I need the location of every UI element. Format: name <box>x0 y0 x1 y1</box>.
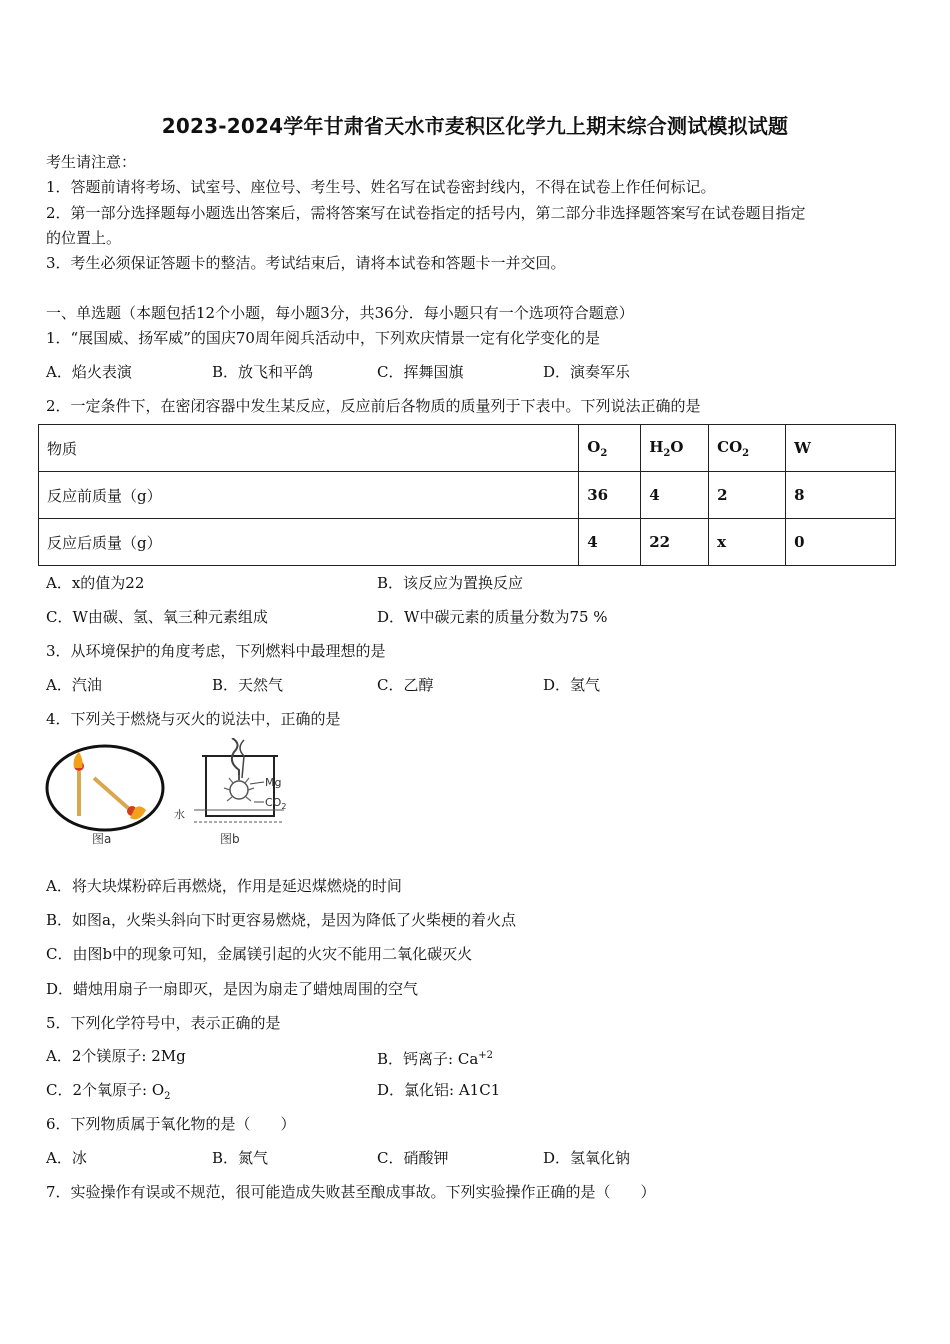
q5-option-b: B．钙离子: $Ca^{+2}$ <box>377 1050 494 1068</box>
header-substance: 物质 <box>39 425 579 472</box>
cell-value: 0 <box>786 519 896 566</box>
header-h2o: $H_2O$ <box>641 425 709 472</box>
cell-value: 22 <box>641 519 709 566</box>
q3-option-a: A．汽油 <box>46 676 102 694</box>
q2-option-c: C．W由碳、氢、氧三种元素组成 <box>46 608 268 626</box>
header-o2: $O_2$ <box>579 425 641 472</box>
q6-option-c: C．硝酸钾 <box>377 1149 449 1167</box>
figure-a-match-illustration <box>47 746 163 830</box>
q3-option-b: B．天然气 <box>212 676 284 694</box>
notice-item-1: 1．答题前请将考场、试室号、座位号、考生号、姓名写在试卷密封线内，不得在试卷上作任何标记。 <box>46 178 716 196</box>
notice-item-3: 3．考生必须保证答题卡的整洁。考试结束后，请将本试卷和答题卡一并交回。 <box>46 254 566 272</box>
q4-option-d: D．蜡烛用扇子一扇即灭，是因为扇走了蜡烛周围的空气 <box>46 980 419 998</box>
figure-a-label: 图a <box>92 832 112 846</box>
question-3-stem: 3．从环境保护的角度考虑，下列燃料中最理想的是 <box>46 642 386 660</box>
notice-heading: 考生请注意： <box>46 153 137 171</box>
row-label: 反应后质量（g） <box>39 519 579 566</box>
question-1-stem: 1．“展国威、扬军威”的国庆70周年阅兵活动中，下列欢庆情景一定有化学变化的是 <box>46 329 600 347</box>
figure-b-mg-label: Mg <box>265 776 282 789</box>
q1-option-a: A．焰火表演 <box>46 363 132 381</box>
q2-option-a: A．x的值为22 <box>46 574 145 592</box>
notice-item-2: 2．第一部分选择题每小题选出答案后，需将答案写在试卷指定的括号内，第二部分非选择题答案写在试卷题目指定 <box>46 204 806 222</box>
figure-b-label: 图b <box>220 832 240 846</box>
q4-option-a: A．将大块煤粉碎后再燃烧，作用是延迟煤燃烧的时间 <box>46 877 402 895</box>
figure-illustration <box>44 738 304 853</box>
section-heading: 一、单选题（本题包括12个小题，每小题3分，共36分．每小题只有一个选项符合题意） <box>46 304 634 322</box>
combustion-figure <box>44 738 304 853</box>
page-title: 2023-2024学年甘肃省天水市麦积区化学九上期末综合测试模拟试题 <box>161 114 789 138</box>
question-4-stem: 4．下列关于燃烧与灭火的说法中，正确的是 <box>46 710 341 728</box>
q2-option-b: B．该反应为置换反应 <box>377 574 524 592</box>
table-header-row <box>39 425 896 472</box>
question-2-stem: 2．一定条件下，在密闭容器中发生某反应，反应前后各物质的质量列于下表中。下列说法正确的是 <box>46 397 701 415</box>
cell-value: 4 <box>579 519 641 566</box>
table-row <box>39 472 896 519</box>
q4-option-b: B．如图a，火柴头斜向下时更容易燃烧，是因为降低了火柴梗的着火点 <box>46 911 516 929</box>
row-label: 反应前质量（g） <box>39 472 579 519</box>
q1-option-b: B．放飞和平鸽 <box>212 363 314 381</box>
question-5-stem: 5．下列化学符号中，表示正确的是 <box>46 1014 281 1032</box>
notice-item-2-cont: 的位置上。 <box>46 229 122 247</box>
header-w: W <box>786 425 896 472</box>
q5-option-a: A．2个镁原子: 2Mg <box>46 1047 186 1065</box>
q2-option-d: D．W中碳元素的质量分数为75 % <box>377 608 608 626</box>
question-7-stem: 7．实验操作有误或不规范，很可能造成失败甚至酿成事故。下列实验操作正确的是（ ） <box>46 1183 656 1201</box>
q3-option-c: C．乙醇 <box>377 676 434 694</box>
q5-option-d: D．氯化铝: A1C1 <box>377 1081 501 1099</box>
cell-value: 36 <box>579 472 641 519</box>
cell-value: 2 <box>709 472 786 519</box>
table-row <box>39 519 896 566</box>
q1-option-d: D．演奏军乐 <box>543 363 631 381</box>
cell-value: x <box>709 519 786 566</box>
q6-option-d: D．氢氧化钠 <box>543 1149 631 1167</box>
figure-b-water-label: 水 <box>174 808 185 821</box>
figure-b-co2-label: $CO_2$ <box>265 796 287 811</box>
q6-option-a: A．冰 <box>46 1149 87 1167</box>
header-co2: $CO_2$ <box>709 425 786 472</box>
q3-option-d: D．氢气 <box>543 676 601 694</box>
q1-option-c: C．挥舞国旗 <box>377 363 464 381</box>
mass-table <box>38 424 896 566</box>
question-6-stem: 6．下列物质属于氧化物的是（ ） <box>46 1115 296 1133</box>
q5-option-c: C．2个氧原子: $O_2$ <box>46 1081 171 1102</box>
q6-option-b: B．氮气 <box>212 1149 269 1167</box>
q4-option-c: C．由图b中的现象可知，金属镁引起的火灾不能用二氧化碳灭火 <box>46 945 473 963</box>
cell-value: 4 <box>641 472 709 519</box>
cell-value: 8 <box>786 472 896 519</box>
